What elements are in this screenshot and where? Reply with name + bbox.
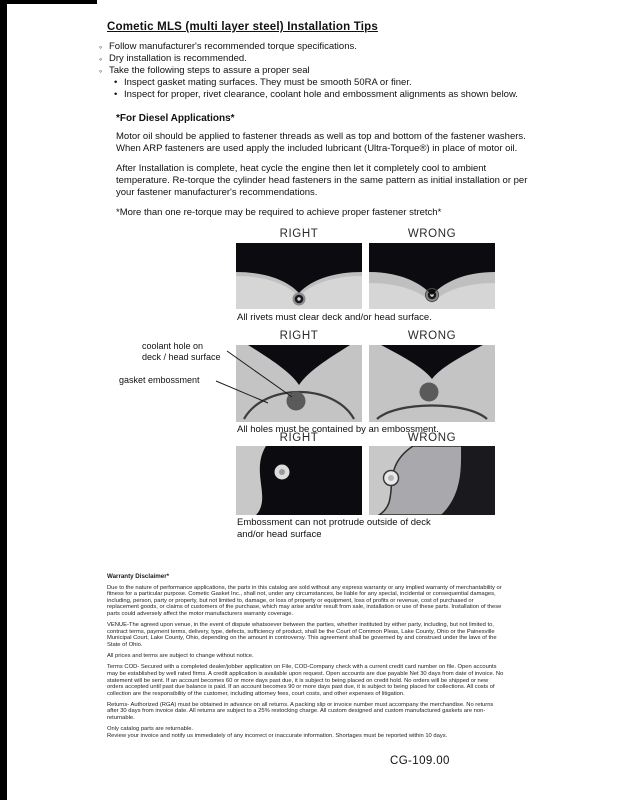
fig2-right-label: RIGHT [279, 330, 319, 342]
gasket-embossment-annotation: gasket embossment [119, 375, 200, 385]
disclaimer-paragraph: Terms COD- Secured with a completed dealer/jobber application on File, COD-Company check with a current credit card number on file. Open accounts may be established by well rated firms. A credit application is available upon request. Open accounts are due payable Net 30 days from date of invoice. No statement will be sent. If an account becomes 60 or more days past due, it is subject to being placed on credit hold. No orders will be shipped or new orders accepted until past due balance is paid. If an account becomes 90 or more days past due, it is subject to being placed for collections. All costs of collection are the responsibility of the customer, including attorney fees, court costs, and other expenses of litigation. [107, 664, 504, 697]
fig1-wrong-diagram [369, 243, 495, 309]
scan-edge-top [0, 0, 97, 4]
tip-item [99, 41, 589, 53]
diesel-applications-heading: *For Diesel Applications* [116, 113, 235, 124]
fig3-right-diagram [236, 446, 362, 515]
tip-item [99, 53, 589, 65]
tip-text: Inspect gasket mating surfaces. They must be smooth 50RA or finer. [124, 77, 412, 89]
fig1-right-label: RIGHT [279, 228, 319, 240]
disclaimer-paragraph: Review your invoice and notify us immediately of any incorrect or inaccurate information. Shortages must be reported within 10 days. [107, 733, 448, 740]
diesel-paragraph-2: After Installation is complete, heat cycle the engine then let it completely cool to ambient temperature. Re-torque the cylinder head fasteners in the same pattern as initial installation or per your fastener manufacturer's recommendations. [116, 163, 528, 199]
tip-text: Inspect for proper, rivet clearance, coolant hole and embossment alignments as shown below. [124, 89, 518, 101]
tip-sub-item [114, 77, 589, 89]
coolant-hole-annotation-line2: deck / head surface [142, 351, 221, 362]
fig1-right-diagram [236, 243, 362, 309]
retorque-note: *More than one re-torque may be required to achieve proper fastener stretch* [116, 207, 442, 218]
fig3-wrong-diagram [369, 446, 495, 515]
fig1-wrong-label: WRONG [407, 228, 457, 240]
disclaimer-paragraph: Returns- Authorized (RGA) must be obtained in advance on all returns. A packing slip or invoice number must accompany the merchandise. No returns after 30 days from invoice date. All returns are subject to a 25% restocking charge. All custom designed and custom manufactured gaskets are non-returnable. [107, 701, 494, 722]
page-title: Cometic MLS (multi layer steel) Installation Tips [107, 21, 378, 33]
warranty-disclaimer [107, 574, 505, 745]
scan-edge-left [0, 0, 7, 800]
page-code: CG-109.00 [390, 755, 450, 767]
tip-item [99, 65, 589, 77]
fig3-right-label: RIGHT [279, 432, 319, 444]
fig3-wrong-label: WRONG [407, 432, 457, 444]
fig2-right-diagram [236, 345, 362, 422]
coolant-hole-annotation-line1: coolant hole on [142, 341, 204, 351]
disclaimer-paragraph: All prices and terms are subject to change without notice. [107, 653, 254, 660]
fig1-caption: All rivets must clear deck and/or head surface. [237, 312, 432, 323]
coolant-hole-annotation [142, 341, 221, 363]
warranty-disclaimer-heading: Warranty Disclaimer* [107, 573, 170, 580]
fig2-wrong-diagram [369, 345, 495, 422]
disclaimer-paragraph: VENUE-The agreed upon venue, in the event of dispute whatsoever between the parties, whether instituted by either party, including, but not limited to, contract terms, payment terms, delivery, type, defects, sufficiency of product, shall be the Court of Common Pleas, Lake County, Ohio or the Painesville Municipal Court, Lake County, Ohio, depending on the amount in controversy. This agreement shall be governed by and construed under the laws of the State of Ohio. [107, 622, 497, 648]
tip-text: Take the following steps to assure a proper seal [109, 65, 310, 77]
tips-list [99, 41, 589, 101]
disclaimer-paragraph: Only catalog parts are returnable. [107, 726, 194, 733]
tip-text: Follow manufacturer's recommended torque specifications. [109, 41, 357, 52]
fig2-caption: All holes must be contained by an embossment. [237, 424, 439, 435]
fig3-caption: Embossment can not protrude outside of deck and/or head surface [237, 517, 431, 540]
diesel-paragraph-1: Motor oil should be applied to fastener threads as well as top and bottom of the fastener washers. When ARP fasteners are used apply the included lubricant (Ultra-Torque®) in place of motor oil. [116, 131, 526, 155]
fig2-wrong-label: WRONG [407, 330, 457, 342]
tip-sub-item [114, 89, 589, 101]
tip-text: Dry installation is recommended. [109, 53, 247, 65]
disclaimer-paragraph: Due to the nature of performance applications, the parts in this catalog are sold without any express warranty or any implied warranty of merchantability or fitness for a particular purpose. Cometic Gasket Inc., shall not, under any circumstances, be liable for any special, incidental or consequential damages, including, person, party or property, but not limited to, damage, or loss of property or equipment, loss of profits or revenue, cost of purchased or replacement goods, or claims of customers of the purchase, which may arise and/or result from sale, installation or use of these parts. Installation of these parts could adversely affect the motor manufacturers warranty coverage. [107, 584, 502, 617]
